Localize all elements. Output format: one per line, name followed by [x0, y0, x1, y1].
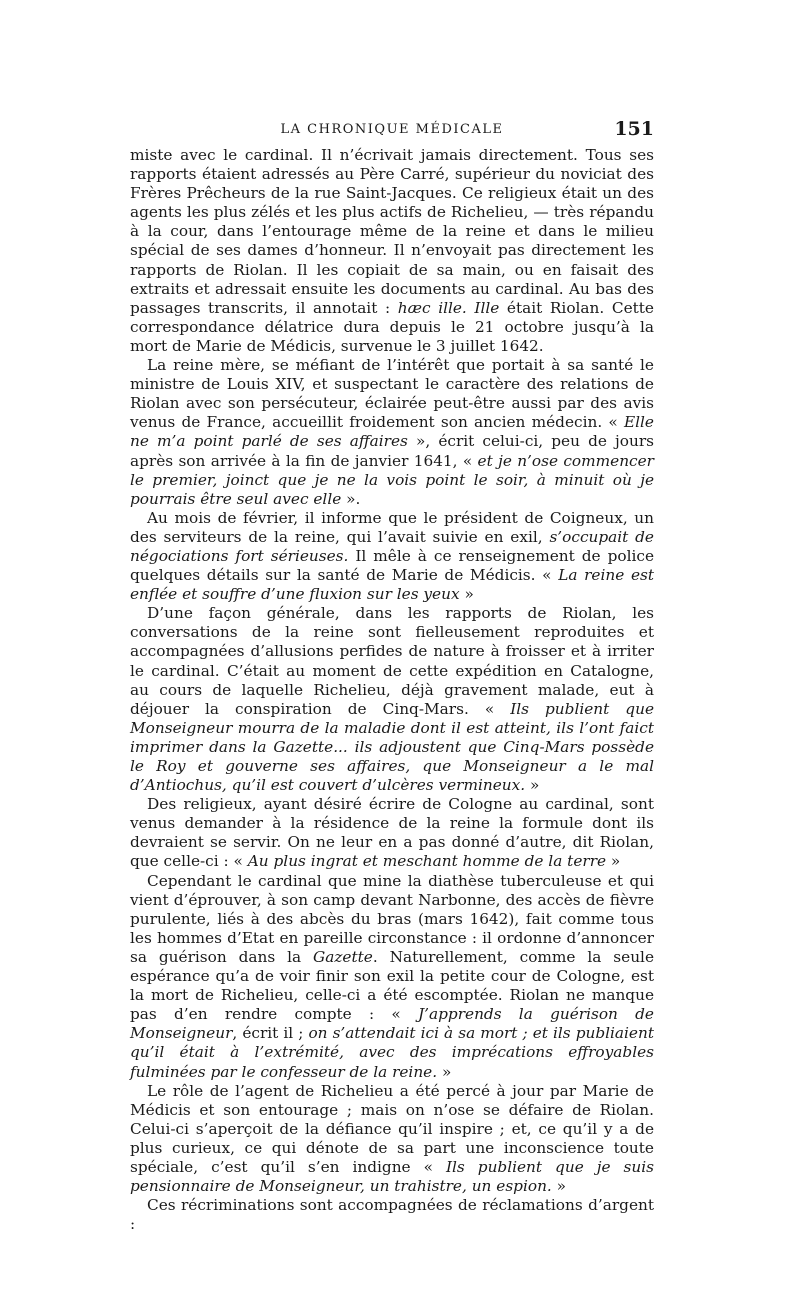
paragraph [130, 795, 654, 871]
text-run: », écrit celui-ci, peu de jours après son arrivée à la fin de janvier 1641, « [130, 432, 654, 470]
text-run: Cependant le cardinal que mine la diathèse tuberculeuse et qui vient d’éprouver, à son camp devant Narbonne, des accès de fièvre purulente, liés à des abcès du bras (mars 1642), fait comme tous les hommes d’Etat en pareille circonstance : il ordonne d’annoncer sa guérison dans la [130, 871, 654, 966]
page-number: 151 [614, 118, 654, 140]
page-header [130, 118, 654, 142]
italic-text: hæc ille. Ille [397, 298, 500, 317]
italic-text: Au plus ingrat et meschant homme de la terre [247, 852, 607, 871]
text-run: » [551, 1177, 567, 1196]
text-run: La reine mère, se méfiant de l’intérêt que portait à sa santé le ministre de Louis XIV, et suspectant le caractère des relations de Riolan avec son persécuteur, éclairée peut-être aussi par des avis venus de France, accueillit froidement son ancien médecin. « [130, 356, 654, 432]
text-run: , écrit il ; [232, 1024, 309, 1043]
italic-text: s’occupait de négociations fort sérieuses. [130, 527, 654, 565]
paragraph [130, 509, 654, 604]
text-run: ». [341, 489, 361, 508]
italic-text: et je n’ose commencer le premier, joinct que je ne la vois point le soir, à minuit où je pourrais être seul avec elle [130, 451, 654, 508]
italic-text: Ils publient que Monseigneur mourra de la maladie dont il est atteint, ils l’ont faict imprimer dans la Gazette... ils adjoustent que Cinq-Mars possède le Roy et gouverne ses affaires, que Monseigneur a le mal d’Antiochus, qu’il est couvert d’ulcères vermineux. [130, 699, 654, 795]
text-run: » [525, 776, 540, 795]
text-run: D’une façon générale, dans les rapports de Riolan, les conversations de la reine sont fielleusement reproduites et accompagnées d’allusions perfides de nature à froisser et à irriter le cardinal. C’était au moment de cette expédition en Catalogne, au cours de laquelle Richelieu, déjà gravement malade, eut à déjouer la conspiration de Cinq-Mars. « [130, 604, 654, 718]
text-run: était Riolan. Cette correspondance délatrice dura depuis le 21 octobre jusqu’à la mort de Marie de Médicis, survenue le 3 juillet 1642. [130, 298, 654, 355]
running-title: LA CHRONIQUE MÉDICALE [280, 122, 504, 137]
paragraph [130, 1196, 654, 1234]
text-run: » [437, 1062, 452, 1081]
paragraph [130, 604, 654, 795]
body-text [130, 146, 654, 1234]
text-run: . Naturellement, comme la seule espérance qu’a de voir finir son exil la petite cour de Cologne, est la mort de Richelieu, celle-ci a été escomptée. Riolan ne manque pas d’en rendre compte : « [130, 947, 654, 1024]
paragraph [130, 872, 654, 1082]
text-run: Le rôle de l’agent de Richelieu a été percé à jour par Marie de Médicis et son entourage ; mais on n’ose se défaire de Riolan. Celui-ci s’aperçoit de la défiance qu’il inspire ; et, ce qu’il y a de plus curieux, ce qui dénote de sa part une inconscience toute spéciale, c’est qu’il s’en indigne « [130, 1081, 654, 1176]
text-run: » [459, 585, 474, 604]
italic-text: La reine est enflée et souffre d’une fluxion sur les yeux [130, 566, 654, 604]
text-run: miste avec le cardinal. Il n’écrivait jamais directement. Tous ses rapports étaient adressés au Père Carré, supérieur du noviciat des Frères Prêcheurs de la rue Saint-Jacques. Ce religieux était un des agents les plus zélés et les plus actifs de Richelieu, — très répandu à la cour, dans l’entourage même de la reine et dans le milieu spécial de ses dames d’honneur. Il n’envoyait pas directement les rapports de Riolan. Il les copiait de sa main, ou en faisait des extraits et adressait ensuite les documents au cardinal. Au bas des passages transcrits, il annotait : [130, 146, 654, 317]
italic-text: Elle ne m’a point parlé de ses affaires [130, 413, 654, 451]
text-run: Des religieux, ayant désiré écrire de Cologne au cardinal, sont venus demander à la résidence de la reine la formule dont ils devraient se servir. On ne leur en a pas donné d’autre, dit Riolan, que celle-ci : « [130, 795, 654, 871]
text-run: » [606, 852, 621, 871]
italic-text: J’apprends la guérison de Monseigneur [130, 1005, 654, 1043]
italic-text: Ils publient que je suis pensionnaire de Monseigneur, un trahistre, un espion. [130, 1157, 654, 1196]
text-run: Au mois de février, il informe que le président de Coigneux, un des serviteurs de la reine, qui l’avait suivie en exil, [130, 508, 654, 546]
italic-text: Gazette [313, 947, 373, 966]
paragraph [130, 146, 654, 356]
book-page [130, 118, 654, 1234]
paragraph [130, 356, 654, 509]
italic-text: on s’attendait ici à sa mort ; et ils publiaient qu’il était à l’extrémité, avec des imprécations effroyables fulminées par le confesseur de la reine. [130, 1024, 654, 1081]
text-run: Ces récriminations sont accompagnées de réclamations d’argent : [130, 1196, 654, 1234]
text-run: Il mêle à ce renseignement de police quelques détails sur la santé de Marie de Médicis. « [130, 546, 654, 585]
paragraph [130, 1082, 654, 1197]
